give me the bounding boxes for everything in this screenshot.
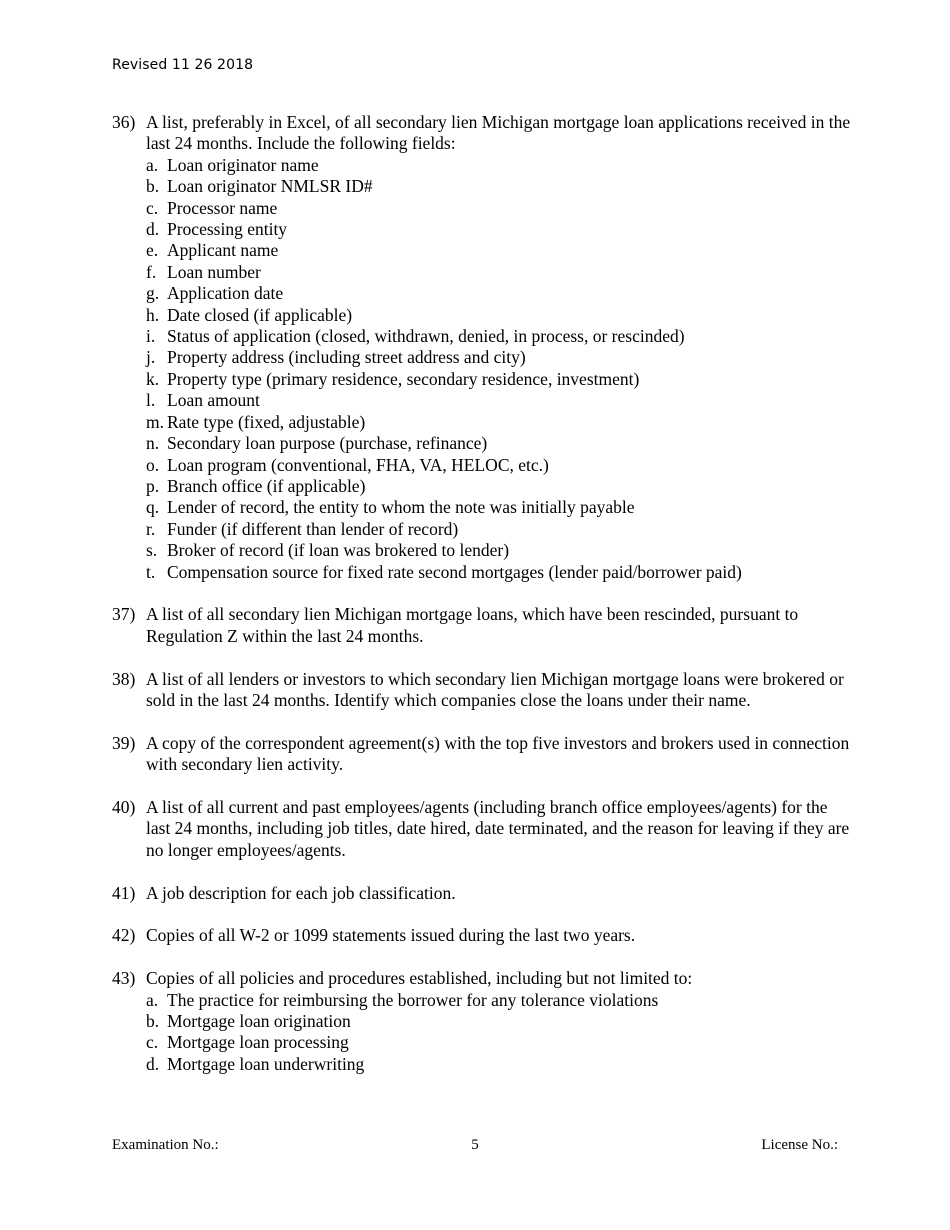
sub-item-letter: k.	[146, 368, 160, 389]
license-number-label: License No.:	[761, 1137, 838, 1153]
sub-item-letter: e.	[146, 240, 159, 261]
sub-item-letter: p.	[146, 475, 160, 496]
sub-item	[146, 219, 852, 240]
list-item-41	[112, 883, 852, 904]
sub-item-text: Mortgage loan processing	[167, 1032, 349, 1053]
sub-item	[146, 262, 852, 283]
sub-item-letter: g.	[146, 283, 160, 304]
spacer	[112, 647, 852, 668]
sub-item-text: Loan number	[167, 261, 261, 282]
sub-item-letter: j.	[146, 347, 156, 368]
sub-item	[146, 455, 852, 476]
sub-item-text: Processor name	[167, 197, 278, 218]
sub-item-letter: b.	[146, 176, 160, 197]
sub-item-letter: c.	[146, 1032, 159, 1053]
sub-item	[146, 1032, 852, 1053]
list-item-38	[112, 669, 852, 712]
item-text: A job description for each job classification.	[146, 882, 456, 903]
item-number: 41)	[112, 882, 136, 903]
list-item-40	[112, 797, 852, 861]
list-item-37	[112, 604, 852, 647]
sub-item-text: Compensation source for fixed rate second mortgages (lender paid/borrower paid)	[167, 561, 742, 582]
item-number: 38)	[112, 668, 136, 689]
sub-item-text: Application date	[167, 283, 284, 304]
sub-item-text: Property address (including street address and city)	[167, 347, 526, 368]
item-text: A list of all current and past employees/agents (including branch office employees/agents) for the last 24 months, including job titles, date hired, date terminated, and the reason for leaving if they are no longer employees/agents.	[146, 796, 850, 860]
sub-item	[146, 326, 852, 347]
item-text: A list of all lenders or investors to which secondary lien Michigan mortgage loans were brokered or sold in the last 24 months. Identify which companies close the loans under their name.	[146, 668, 844, 710]
sub-item-letter: a.	[146, 989, 159, 1010]
sub-item-letter: h.	[146, 304, 160, 325]
spacer	[112, 904, 852, 925]
spacer	[112, 947, 852, 968]
sub-item	[146, 990, 852, 1011]
sub-item-text: Processing entity	[167, 219, 288, 240]
sub-item-letter: r.	[146, 518, 156, 539]
sub-item-letter: m.	[146, 411, 164, 432]
sub-item-text: Lender of record, the entity to whom the note was initially payable	[167, 497, 635, 518]
item-number: 37)	[112, 604, 136, 625]
item-text: Copies of all W-2 or 1099 statements issued during the last two years.	[146, 925, 636, 946]
sub-item	[146, 155, 852, 176]
sub-item-letter: b.	[146, 1010, 160, 1031]
sub-item-letter: t.	[146, 561, 156, 582]
sub-item-text: Secondary loan purpose (purchase, refinance)	[167, 433, 488, 454]
sub-item	[146, 412, 852, 433]
item-text: A copy of the correspondent agreement(s) with the top five investors and brokers used in connection with secondary lien activity.	[146, 732, 850, 775]
sub-item-letter: c.	[146, 197, 159, 218]
examination-number-label: Examination No.:	[112, 1137, 219, 1153]
sub-item-letter: q.	[146, 497, 160, 518]
sub-item-letter: a.	[146, 154, 159, 175]
list-item-42	[112, 925, 852, 946]
sub-item-text: Broker of record (if loan was brokered to lender)	[167, 540, 510, 561]
sub-item	[146, 497, 852, 518]
sub-item-letter: s.	[146, 540, 158, 561]
sub-item-text: Applicant name	[167, 240, 279, 261]
sub-item-text: Loan originator name	[167, 154, 319, 175]
sub-item	[146, 305, 852, 326]
sub-item-text: Status of application (closed, withdrawn, denied, in process, or rescinded)	[167, 326, 685, 347]
sub-item-text: Loan originator NMLSR ID#	[167, 176, 373, 197]
sub-item-letter: i.	[146, 326, 156, 347]
spacer	[112, 776, 852, 797]
item-number: 36)	[112, 112, 136, 132]
sub-item	[146, 519, 852, 540]
sub-item-letter: l.	[146, 390, 156, 411]
page-number: 5	[471, 1137, 479, 1153]
item-number: 42)	[112, 925, 136, 946]
sub-item	[146, 540, 852, 561]
item-text: A list of all secondary lien Michigan mortgage loans, which have been rescinded, pursuant to Regulation Z within the last 24 months.	[146, 604, 799, 646]
sub-item-letter: f.	[146, 261, 157, 282]
sub-item	[146, 1011, 852, 1032]
item-text: A list, preferably in Excel, of all secondary lien Michigan mortgage loan applications received in the last 24 months. Include the following fields:	[146, 112, 851, 154]
item-number: 39)	[112, 732, 136, 753]
sub-item	[146, 476, 852, 497]
sub-item-text: Date closed (if applicable)	[167, 304, 353, 325]
sub-item-text: Branch office (if applicable)	[167, 475, 366, 496]
sub-item-text: Rate type (fixed, adjustable)	[167, 411, 366, 432]
sub-item-letter: n.	[146, 433, 160, 454]
sub-item-letter: d.	[146, 219, 160, 240]
sub-item	[146, 433, 852, 454]
item-list	[112, 112, 852, 1075]
item-number: 40)	[112, 796, 136, 817]
sub-item	[146, 390, 852, 411]
list-item-43	[112, 968, 852, 1075]
sub-item-text: The practice for reimbursing the borrower for any tolerance violations	[167, 989, 659, 1010]
sub-item-text: Mortgage loan underwriting	[167, 1053, 365, 1074]
sub-item-text: Loan program (conventional, FHA, VA, HELOC, etc.)	[167, 454, 549, 475]
sub-item-letter: d.	[146, 1053, 160, 1074]
revision-date: Revised 11 26 2018	[112, 57, 254, 73]
spacer	[112, 583, 852, 604]
item-number: 43)	[112, 968, 136, 989]
sub-item	[146, 562, 852, 583]
sub-item-text: Funder (if different than lender of record)	[167, 518, 459, 539]
item-text: Copies of all policies and procedures established, including but not limited to:	[146, 968, 693, 989]
sub-item	[146, 240, 852, 261]
sub-item	[146, 1054, 852, 1075]
sub-item-text: Mortgage loan origination	[167, 1010, 351, 1031]
spacer	[112, 861, 852, 882]
field-sublist	[146, 155, 852, 583]
sub-item	[146, 198, 852, 219]
sub-item-text: Property type (primary residence, secondary residence, investment)	[167, 368, 640, 389]
sub-item	[146, 176, 852, 197]
sub-item	[146, 347, 852, 368]
sub-item	[146, 283, 852, 304]
spacer	[112, 711, 852, 732]
policy-sublist	[146, 990, 852, 1076]
list-item-36	[112, 112, 852, 583]
sub-item-letter: o.	[146, 454, 160, 475]
list-item-39	[112, 733, 852, 776]
sub-item-text: Loan amount	[167, 390, 260, 411]
sub-item	[146, 369, 852, 390]
